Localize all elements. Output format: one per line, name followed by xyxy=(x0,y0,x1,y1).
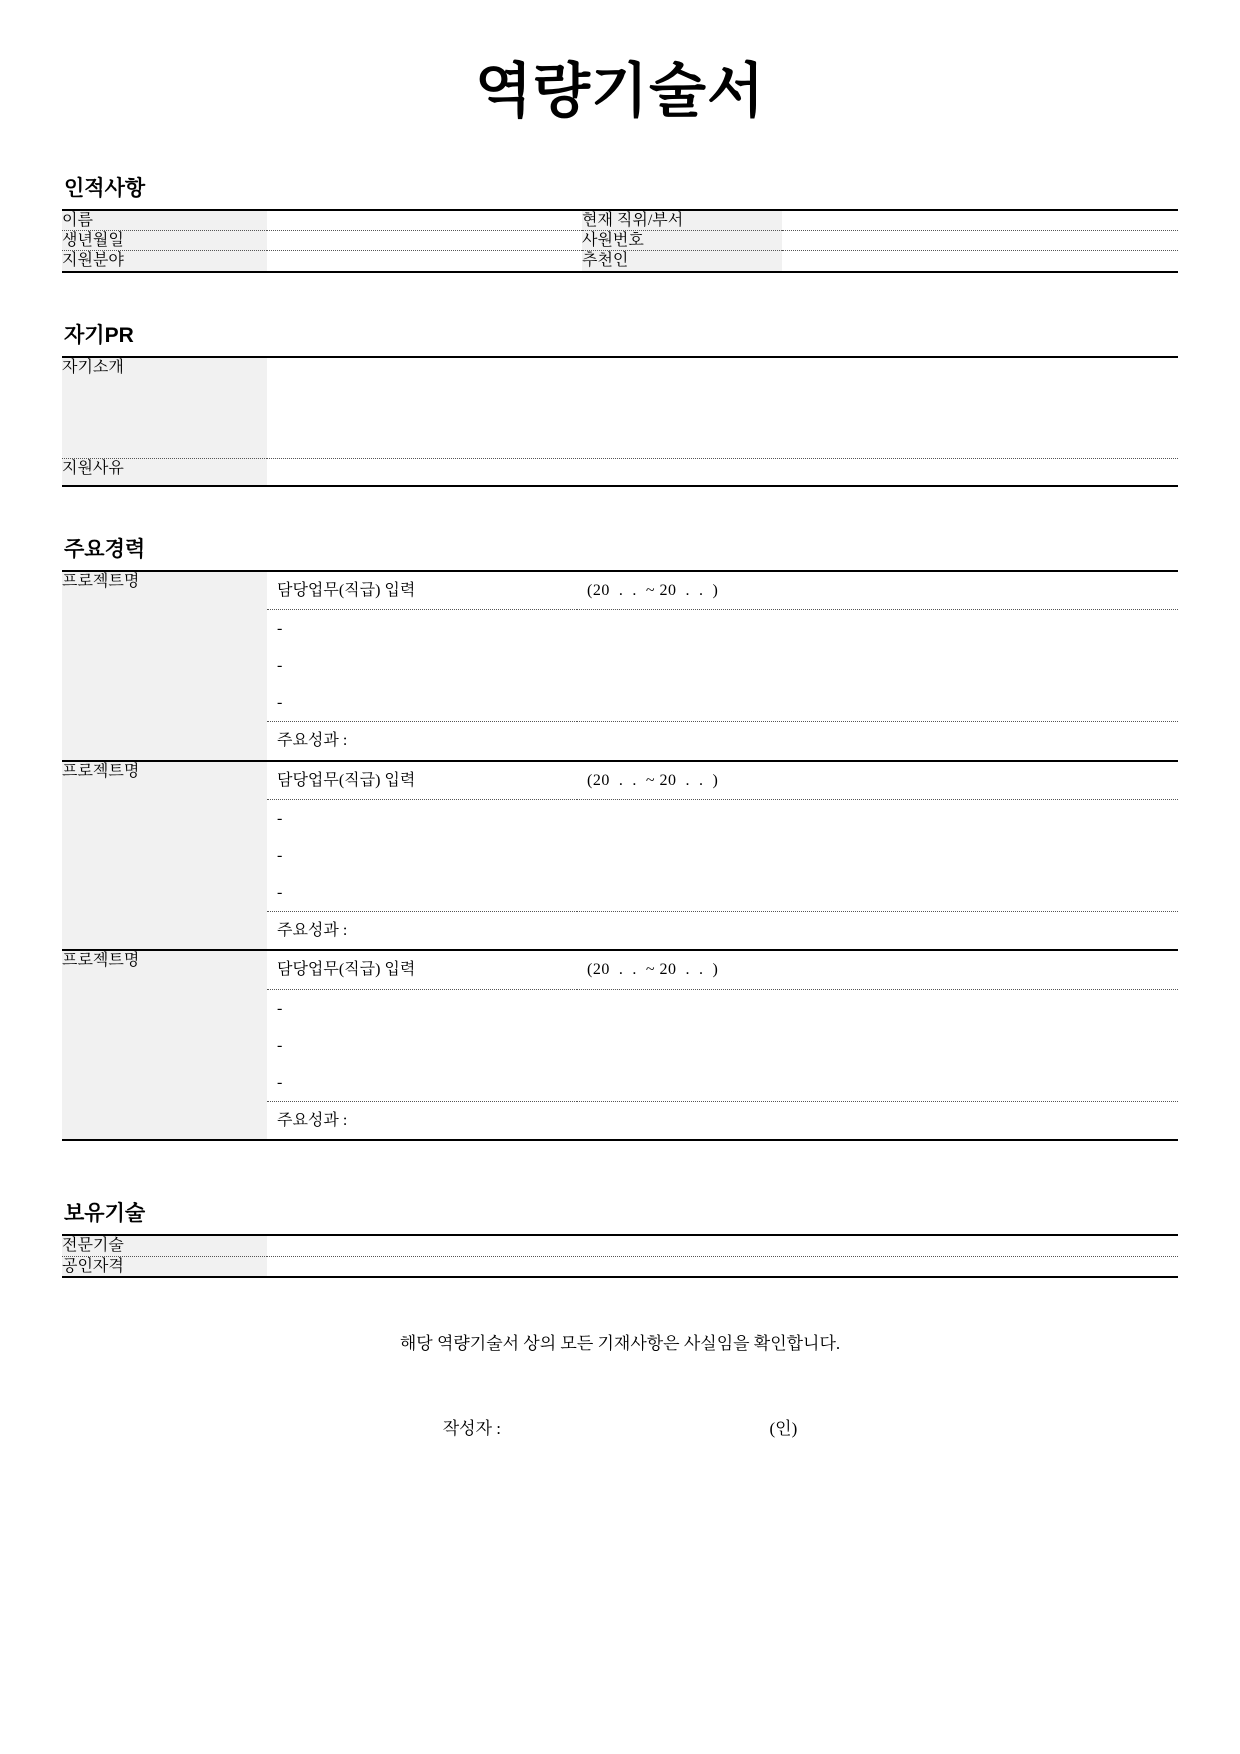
field-label-application-reason: 지원사유 xyxy=(62,458,267,486)
career-entry-body xyxy=(267,950,1178,1140)
career-bullet-row xyxy=(267,989,1178,1027)
career-bullet-row xyxy=(267,837,1178,874)
career-bullet[interactable]: - xyxy=(277,619,283,637)
career-bullet-row xyxy=(267,1064,1178,1102)
section-heading-self-pr: 자기PR xyxy=(64,323,134,347)
career-bullet-row xyxy=(267,799,1178,837)
section-skills xyxy=(62,1203,1178,1277)
table-row xyxy=(62,1235,1178,1256)
field-label-position-dept: 현재 직위/부서 xyxy=(582,210,782,231)
career-bullet[interactable]: - xyxy=(277,656,283,674)
personal-info-table xyxy=(62,209,1178,273)
section-personal-info xyxy=(62,178,1178,273)
career-duty-row xyxy=(267,951,1178,989)
career-achievement-row xyxy=(267,722,1178,760)
field-value-employee-number[interactable] xyxy=(782,231,1178,251)
table-row xyxy=(62,458,1178,486)
career-bullet-row xyxy=(267,874,1178,912)
career-entry-body xyxy=(267,761,1178,951)
career-bullet[interactable]: - xyxy=(277,809,283,827)
field-label-self-introduction: 자기소개 xyxy=(62,357,267,459)
career-bullet[interactable]: - xyxy=(277,846,283,864)
field-value-application-field[interactable] xyxy=(267,251,582,272)
field-label-project-name: 프로젝트명 xyxy=(62,761,267,951)
career-bullet-row xyxy=(267,647,1178,684)
field-value-referrer[interactable] xyxy=(782,251,1178,272)
table-row xyxy=(62,231,1178,251)
table-row xyxy=(62,210,1178,231)
career-bullet[interactable]: - xyxy=(277,1036,283,1054)
table-row xyxy=(62,1256,1178,1277)
career-bullet[interactable]: - xyxy=(267,1064,1178,1102)
field-label-project-name: 프로젝트명 xyxy=(62,950,267,1140)
career-achievement-row xyxy=(267,912,1178,950)
field-label-technical-skills: 전문기술 xyxy=(62,1235,267,1256)
section-career xyxy=(62,539,1178,1142)
section-heading-personal-info: 인적사항 xyxy=(64,177,146,200)
career-entry-body xyxy=(267,571,1178,761)
career-duty-row xyxy=(267,762,1178,800)
field-value-period[interactable]: (20 . . ~ 20 . . ) xyxy=(577,951,1178,989)
field-label-achievement[interactable]: 주요성과 : xyxy=(277,922,348,940)
field-value-birthdate[interactable] xyxy=(267,231,582,251)
field-label-project-name: 프로젝트명 xyxy=(62,571,267,761)
skills-table xyxy=(62,1234,1178,1277)
field-value-duty[interactable]: 담당업무(직급) 입력 xyxy=(267,762,577,800)
career-entry xyxy=(62,571,1178,761)
author-label: 작성자 : xyxy=(442,1418,501,1438)
field-value-certifications[interactable] xyxy=(267,1256,1178,1277)
field-label-birthdate: 생년월일 xyxy=(62,231,267,251)
career-detail-table xyxy=(267,572,1178,760)
section-self-pr xyxy=(62,325,1178,487)
signature-line xyxy=(62,1414,1178,1439)
field-label-achievement[interactable]: 주요성과 : xyxy=(277,1112,348,1130)
section-heading-career: 주요경력 xyxy=(64,537,146,561)
field-value-duty[interactable]: 담당업무(직급) 입력 xyxy=(267,572,577,610)
field-label-name: 이름 xyxy=(62,210,267,231)
section-heading-skills: 보유기술 xyxy=(64,1202,146,1226)
table-row xyxy=(62,251,1178,272)
field-value-technical-skills[interactable] xyxy=(267,1235,1178,1256)
career-entry xyxy=(62,761,1178,951)
self-pr-table xyxy=(62,356,1178,487)
confirmation-statement: 해당 역량기술서 상의 모든 기재사항은 사실임을 확인합니다. xyxy=(399,1333,841,1353)
career-detail-table xyxy=(267,762,1178,950)
career-bullet-row xyxy=(267,1027,1178,1064)
career-duty-row xyxy=(267,572,1178,610)
career-bullet[interactable]: - xyxy=(267,684,1178,722)
field-value-name[interactable] xyxy=(267,210,582,231)
career-detail-table xyxy=(267,951,1178,1139)
field-label-certifications: 공인자격 xyxy=(62,1256,267,1277)
field-value-position-dept[interactable] xyxy=(782,210,1178,231)
career-bullet-row xyxy=(267,684,1178,722)
field-value-application-reason[interactable] xyxy=(267,458,1178,486)
field-value-duty[interactable]: 담당업무(직급) 입력 xyxy=(267,951,577,989)
page-title: 역량기술서 xyxy=(475,58,765,124)
career-achievement-row xyxy=(267,1102,1178,1140)
field-value-period[interactable]: (20 . . ~ 20 . . ) xyxy=(577,762,1178,800)
field-label-employee-number: 사원번호 xyxy=(582,231,782,251)
table-row xyxy=(62,357,1178,459)
field-label-achievement[interactable]: 주요성과 : xyxy=(277,732,348,750)
field-label-referrer: 추천인 xyxy=(582,251,782,272)
field-value-period[interactable]: (20 . . ~ 20 . . ) xyxy=(577,572,1178,610)
seal-mark: (인) xyxy=(769,1418,798,1438)
career-entry xyxy=(62,950,1178,1140)
career-table xyxy=(62,570,1178,1142)
career-bullet-row xyxy=(267,609,1178,647)
field-value-self-introduction[interactable] xyxy=(267,357,1178,459)
career-bullet[interactable]: - xyxy=(267,874,1178,912)
career-bullet[interactable]: - xyxy=(277,999,283,1017)
field-label-application-field: 지원분야 xyxy=(62,251,267,272)
